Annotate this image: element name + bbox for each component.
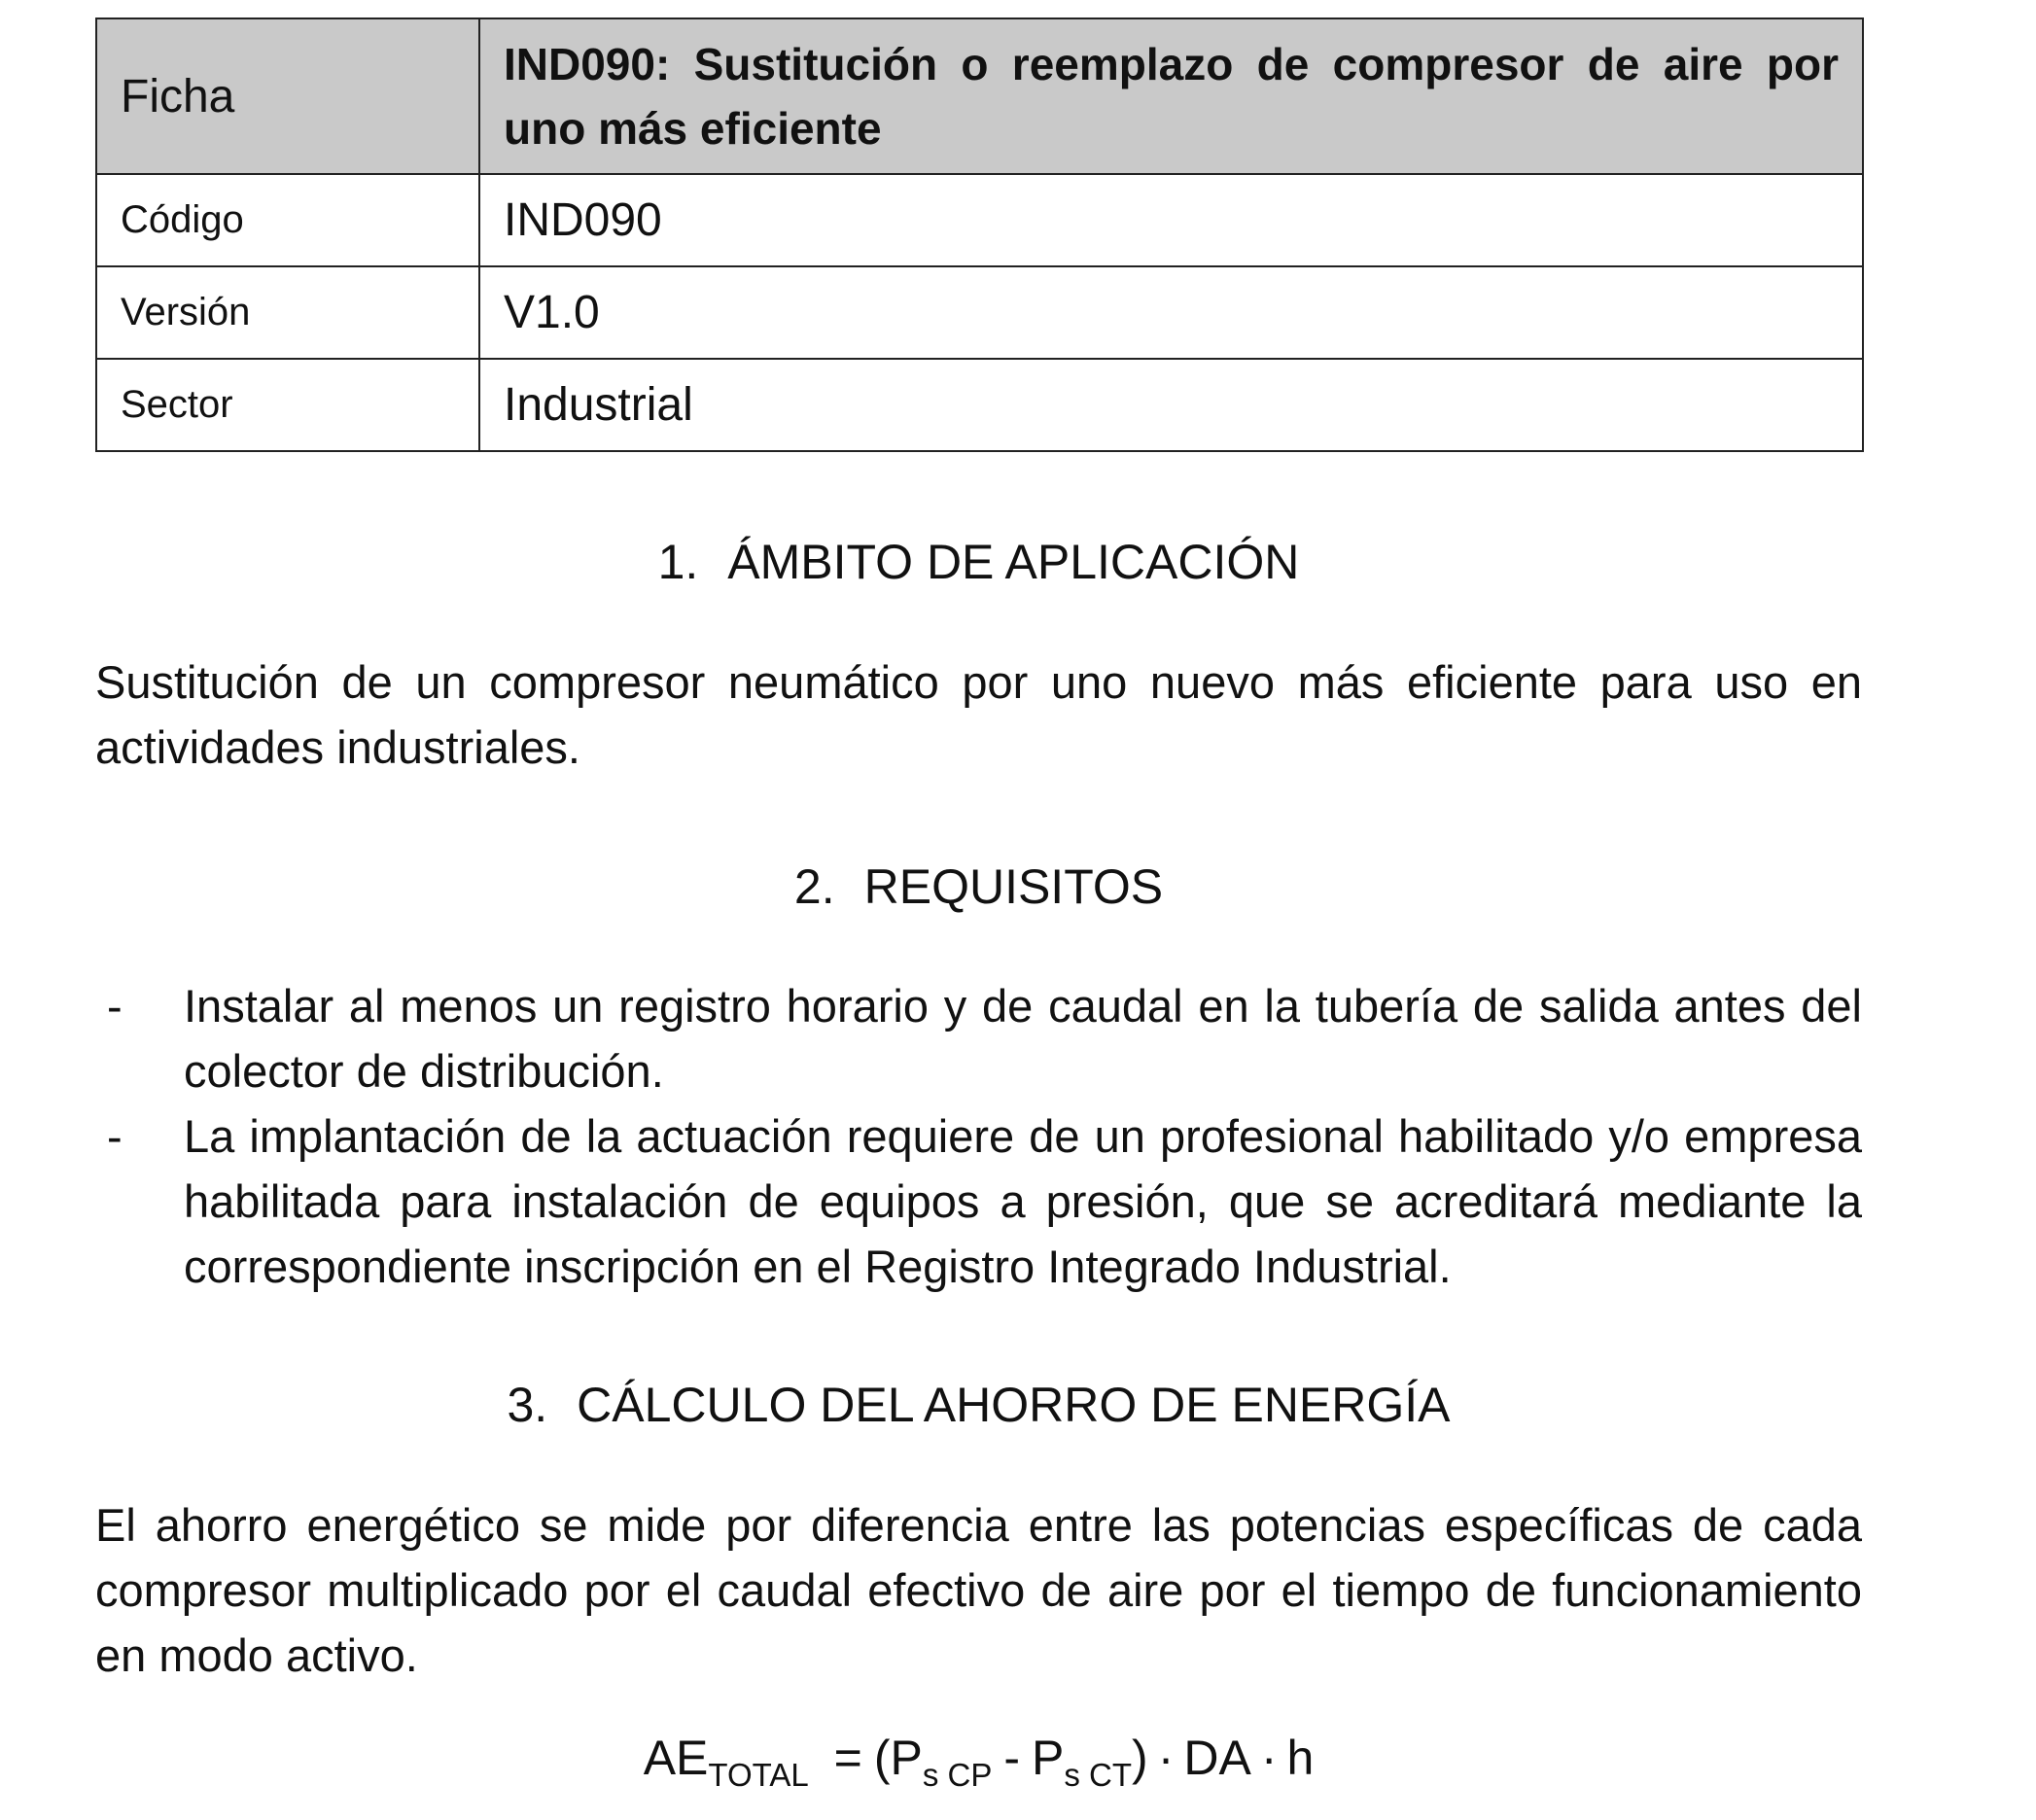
formula-dot: · [1157,1731,1175,1785]
fiche-row-sector [96,359,1863,451]
formula-factor-da: DA [1183,1731,1251,1785]
requirements-list [95,973,1862,1299]
list-item-text: Instalar al menos un registro horario y de caudal en la tubería de salida antes del colector de distribución. [184,980,1862,1097]
fiche-row-codigo [96,174,1863,266]
list-item [95,1103,1862,1299]
formula-term1-subscript: s CP [922,1757,993,1793]
fiche-row-value: V1.0 [479,266,1863,359]
formula-lhs-subscript: TOTAL [708,1757,809,1793]
formula-factor-h: h [1286,1731,1315,1785]
section-title: REQUISITOS [863,859,1164,914]
bullet-dash: - [107,980,123,1032]
fiche-header-label: Ficha [96,18,479,174]
document-page [95,18,1862,1793]
section-number: 1. [657,535,699,589]
fiche-row-version [96,266,1863,359]
fiche-row-value: IND090 [479,174,1863,266]
section-1-heading [95,533,1862,591]
fiche-table [95,18,1864,452]
list-item-text: La implantación de la actuación requiere de un profesional habilitado y/o empresa habilitada para instalación de equipos a presión, que se acreditará mediante la correspondiente inscripción en el Registro Integrado Industrial. [184,1110,1862,1292]
formula-term1: P [890,1731,923,1785]
bullet-dash: - [107,1110,123,1162]
section-3-heading [95,1376,1862,1434]
section-number: 2. [793,859,835,914]
section-2-heading [95,858,1862,916]
formula-minus: - [1003,1731,1021,1785]
formula-close-paren: ) [1132,1731,1148,1785]
list-item [95,973,1862,1103]
energy-savings-formula [95,1724,1862,1792]
section-3-paragraph: El ahorro energético se mide por diferencia entre las potencias específicas de cada compresor multiplicado por el caudal efectivo de aire por el tiempo de funcionamiento en modo activo. [95,1499,1862,1681]
fiche-row-value: Industrial [479,359,1863,451]
formula-equals: = [833,1731,862,1785]
fiche-header-row [96,18,1863,174]
formula-term2-subscript: s CT [1064,1757,1133,1793]
fiche-row-label: Código [96,174,479,266]
fiche-header-title: IND090: Sustitución o reemplazo de compresor de aire por uno más eficiente [479,18,1863,174]
formula-term2: P [1032,1731,1065,1785]
section-1-paragraph: Sustitución de un compresor neumático por uno nuevo más eficiente para uso en actividades industriales. [95,656,1862,773]
formula-dot: · [1260,1731,1278,1785]
section-title: ÁMBITO DE APLICACIÓN [727,535,1300,589]
formula-lhs: AE [643,1731,709,1785]
section-number: 3. [507,1378,548,1432]
section-title: CÁLCULO DEL AHORRO DE ENERGÍA [577,1378,1451,1432]
fiche-row-label: Versión [96,266,479,359]
fiche-row-label: Sector [96,359,479,451]
formula-open-paren: ( [873,1731,891,1785]
